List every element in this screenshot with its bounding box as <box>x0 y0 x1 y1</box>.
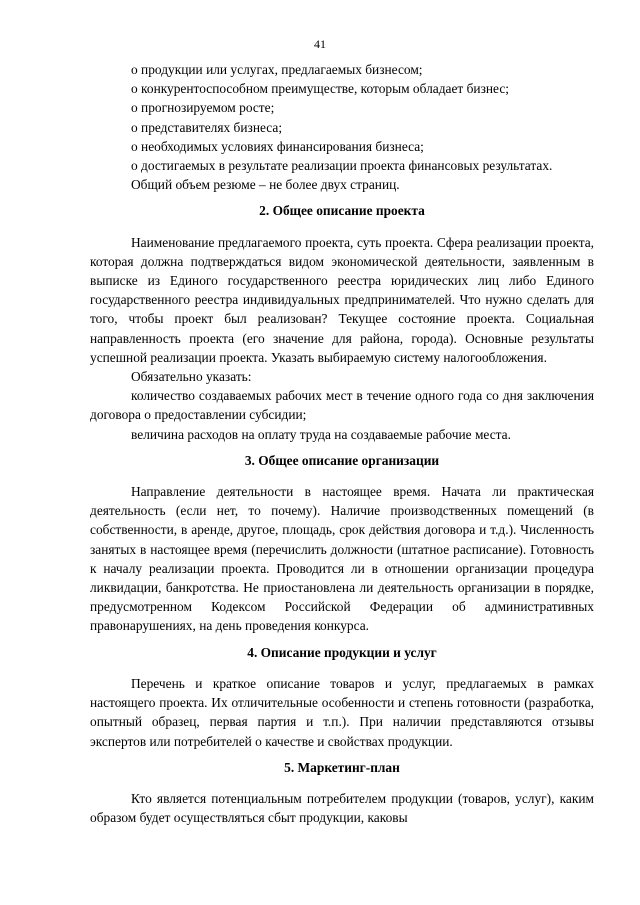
section-paragraph: Кто является потенциальным потребителем продукции (товаров, услуг), каким образом будет осуществляться сбыт продукции, каковы <box>90 790 594 826</box>
section-paragraph: Перечень и краткое описание товаров и услуг, предлагаемых в рамках настоящего проекта. Их отличительные особенности и степень готовности (разработка, опытный образец, первая партия и т.п.). При наличии представляются отзывы экспертов или потребителей о качестве и свойствах продукции. <box>90 675 594 749</box>
section-organization-description <box>90 444 594 636</box>
list-item: о прогнозируемом росте; <box>131 100 275 116</box>
section-heading: 3. Общее описание организации <box>244 452 440 468</box>
page-number: 41 <box>314 37 326 51</box>
list-item: величина расходов на оплату труда на создаваемые рабочие места. <box>131 426 511 442</box>
section-heading: 2. Общее описание проекта <box>259 203 425 219</box>
section-paragraph: Направление деятельности в настоящее время. Начата ли практическая деятельность (если нет, то почему). Наличие производственных помещений (в собственности, в аренде, другое, площадь, срок действия договора и т.д.). Численность занятых в настоящее время (перечислить должности (штатное расписание). Готовность к началу реализации проекта. Проводится ли в отношении организации процедура ликвидации, банкротства. Не приостановлена ли деятельность организации в порядке, предусмотренном Кодексом Российской Федерации об административных правонарушениях, на день проведения конкурса. <box>90 484 594 634</box>
list-item: количество создаваемых рабочих мест в течение одного года со дня заключения договора о предоставлении субсидии; <box>90 388 594 423</box>
section-project-description <box>90 194 594 443</box>
list-item: о конкурентоспособном преимуществе, которым обладает бизнес; <box>131 81 509 97</box>
resume-length-note: Общий объем резюме – не более двух страниц. <box>131 177 400 193</box>
section-paragraph: Наименование предлагаемого проекта, суть проекта. Сфера реализации проекта, которая должна подтверждаться видом экономической деятельности, заявленным в выписке из Единого государственного реестра юридических лиц либо Единого государственного реестра индивидуальных предпринимателей. Что нужно сделать для того, чтобы проект был реализован? Текущее состояние проекта. Социальная направленность проекта (его значение для района, города). Основные результаты успешной реализации проекта. Указать выбираемую систему налогообложения. <box>90 234 594 365</box>
section-heading: 4. Описание продукции и услуг <box>247 644 437 660</box>
section-products-services <box>90 636 594 751</box>
list-item: о необходимых условиях финансирования бизнеса; <box>131 138 424 154</box>
intro-list <box>90 60 594 194</box>
list-item: о представителях бизнеса; <box>131 119 283 135</box>
list-item: о продукции или услугах, предлагаемых бизнесом; <box>131 62 423 77</box>
section-heading: 5. Маркетинг-план <box>284 759 400 775</box>
page-content <box>90 60 594 827</box>
list-item: о достигаемых в результате реализации проекта финансовых результатах. <box>131 158 553 174</box>
must-specify-label: Обязательно указать: <box>131 369 252 385</box>
section-marketing-plan <box>90 751 594 828</box>
